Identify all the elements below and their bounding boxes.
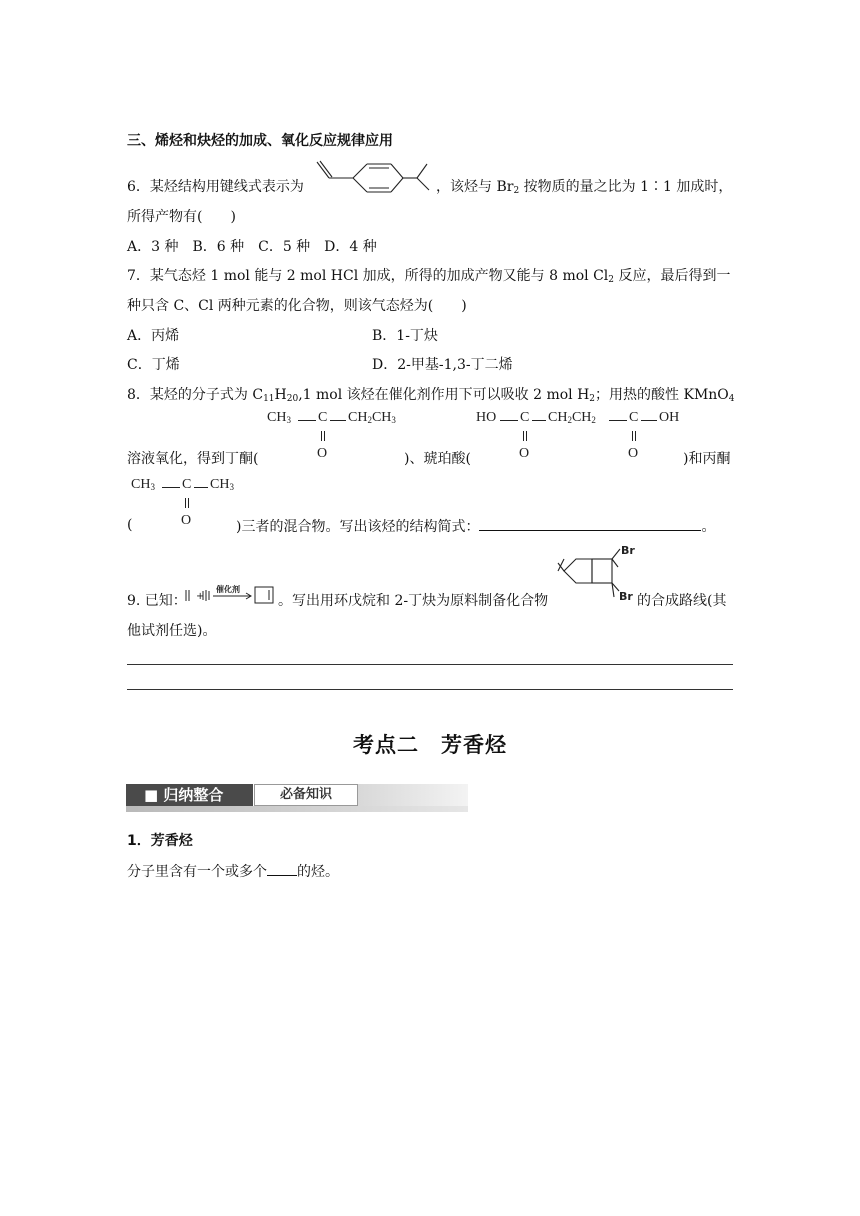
q7-option-d: D．2-甲基-1,3-丁二烯 [372, 357, 513, 373]
q6-skeletal-structure [315, 158, 432, 200]
section-title: 三、烯烃和炔烃的加成、氧化反应规律应用 [127, 133, 393, 149]
q9-target-compound [556, 541, 638, 605]
q6-line2: 所得产物有( ) [127, 209, 236, 225]
section-heading: 考点二 芳香烃 [353, 733, 507, 757]
q9-line1-end: 的合成路线(其 [637, 593, 727, 609]
q8-line2-end: )和丙酮 [683, 451, 731, 467]
acetone-structure: $CH_3$ C $CH_3$ O [131, 477, 234, 528]
q8-answer-blank[interactable] [479, 516, 701, 531]
q8-line1: 8．某烃的分子式为 $C_{11}H_{20},1$ mol 该烃在催化剂作用下可以吸收 2 mol $H_2$；用热的酸性 KMnO$_4$ [127, 387, 735, 404]
bromine-label-top: Br [621, 544, 635, 557]
catalyst-label: 催化剂 [216, 585, 240, 594]
q7-option-b: B．1-丁炔 [372, 328, 438, 344]
q8-line3-open: ( [127, 517, 133, 533]
q9-line1-mid: 。写出用环戊烷和 2-丁炔为原料制备化合物 [278, 593, 549, 609]
succinic-acid-structure: HO C $CH_2CH_2$ C OH O O [476, 410, 680, 461]
q7-option-a: A．丙烯 [127, 328, 180, 344]
q8-line3: )三者的混合物。写出该烃的结构简式： 。 [236, 516, 715, 536]
banner-right-label: 必备知识 [254, 784, 358, 806]
q8-line2-mid: )、琥珀酸( [404, 451, 471, 467]
aromatic-blank[interactable] [267, 861, 297, 876]
bromine-label-bottom: Br [619, 590, 633, 603]
q7-line2: 种只含 C、Cl 两种元素的化合物，则该气态烃为( ) [127, 298, 467, 314]
answer-line-1[interactable] [127, 664, 733, 665]
q9-reaction-scheme [183, 582, 277, 608]
answer-line-2[interactable] [127, 689, 733, 690]
q7-option-c: C．丁烯 [127, 357, 180, 373]
q7-line1: 7．某气态烃 1 mol 能与 2 mol HCl 加成，所得的加成产物又能与 8 mol $Cl_2$ 反应，最后得到一 [127, 268, 731, 285]
aromatic-title: 1．芳香烃 [127, 833, 193, 849]
butanone-structure: $CH_3$ C $CH_2CH_3$ O [267, 410, 396, 461]
q6-line1-start: 6．某烃结构用键线式表示为 [127, 179, 304, 195]
q6-options: A．3 种 B．6 种 C．5 种 D．4 种 [127, 239, 377, 255]
q8-line2-start: 溶液氧化，得到丁酮( [127, 451, 259, 467]
aromatic-definition: 分子里含有一个或多个 的烃。 [127, 861, 339, 881]
summary-banner [126, 782, 468, 812]
q9-line2: 他试剂任选)。 [127, 623, 217, 639]
banner-left-label: ■ 归纳整合 [126, 784, 253, 806]
svg-text:+: + [196, 591, 205, 602]
q6-line1-end: ，该烃与 $Br_2$ 按物质的量之比为 1∶1 加成时， [436, 179, 733, 196]
q9-line1-start: 9. 已知： [127, 593, 187, 609]
